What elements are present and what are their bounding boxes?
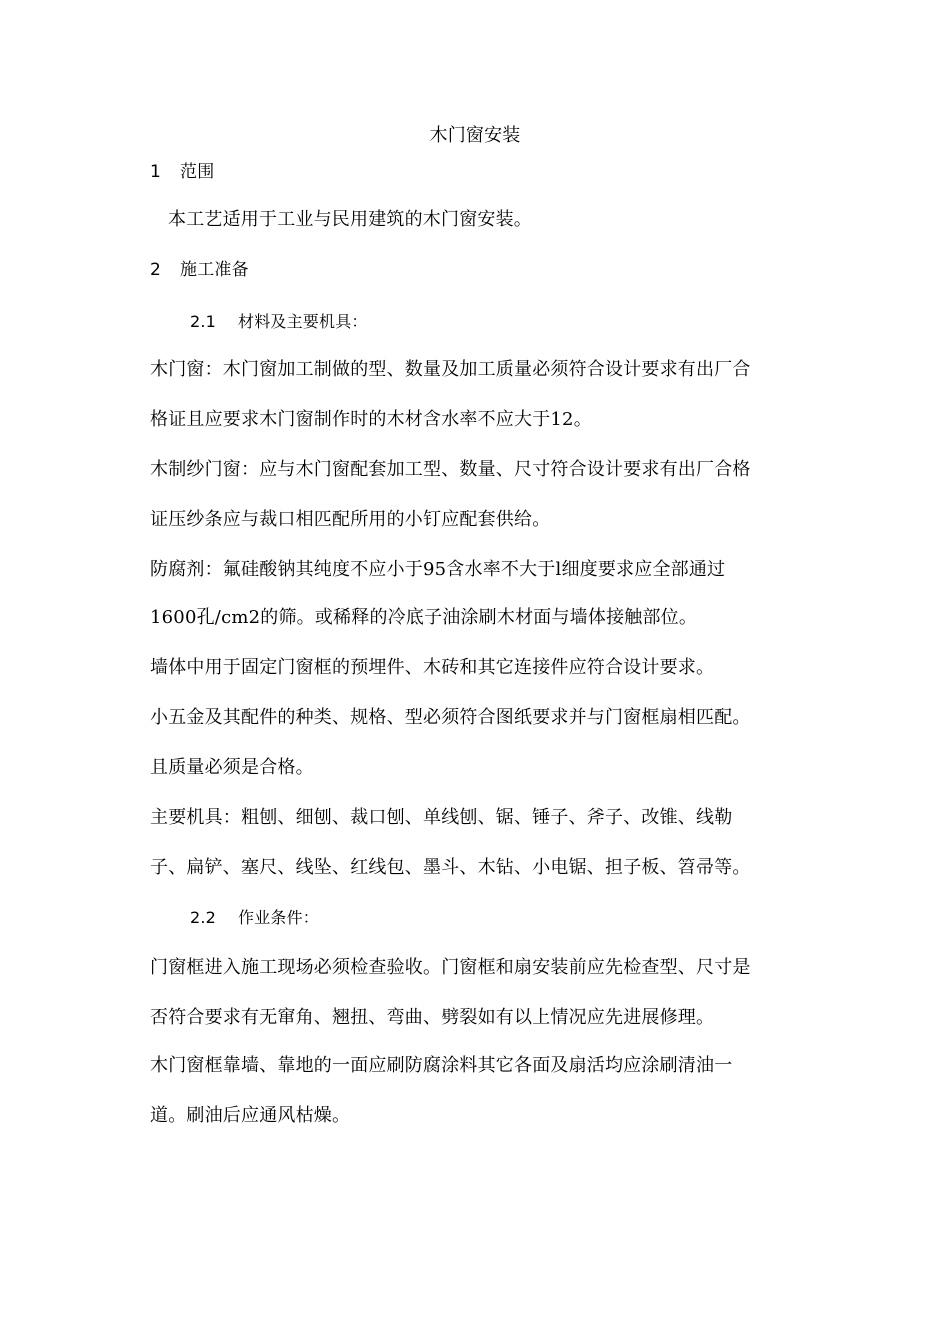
body-line: 木门窗框靠墙、靠地的一面应刷防腐涂料其它各面及扇活均应涂刷清油一 xyxy=(150,1055,733,1076)
body-line: 墙体中用于固定门窗框的预埋件、木砖和其它连接件应符合设计要求。 xyxy=(150,657,715,678)
body-line: 门窗框进入施工现场必须检查验收。门窗框和扇安装前应先检查型、尺寸是 xyxy=(150,957,751,978)
body-line: 木制纱门窗：应与木门窗配套加工型、数量、尺寸符合设计要求有出厂合格 xyxy=(150,459,751,480)
body-line: 1600孔/cm2的筛。或稀释的冷底子油涂刷木材面与墙体接触部位。 xyxy=(150,607,698,628)
subsection-2-1-heading xyxy=(190,310,368,334)
body-line: 证压纱条应与裁口相匹配所用的小钉应配套供给。 xyxy=(150,509,551,530)
document-title: 木门窗安装 xyxy=(429,125,521,146)
section-1-number: 1 xyxy=(150,162,162,182)
subsection-2-2-number: 2.2 xyxy=(190,908,217,927)
body-line: 子、扁铲、塞尺、线坠、红线包、墨斗、木钻、小电锯、担子板、笤帚等。 xyxy=(150,857,751,878)
section-1-heading xyxy=(150,160,214,184)
body-line: 木门窗：木门窗加工制做的型、数量及加工质量必须符合设计要求有出厂合 xyxy=(150,359,751,380)
subsection-2-1-title: 材料及主要机具： xyxy=(238,312,368,331)
section-2-title: 施工准备 xyxy=(180,260,249,280)
section-1-title: 范围 xyxy=(180,162,215,182)
body-line: 格证且应要求木门窗制作时的木材含水率不应大于12。 xyxy=(150,409,592,430)
body-line: 防腐剂：氟硅酸钠其纯度不应小于95含水率不大于l细度要求应全部通过 xyxy=(150,559,726,580)
body-line: 且质量必须是合格。 xyxy=(150,757,314,778)
section-1-body: 本工艺适用于工业与民用建筑的木门窗安装。 xyxy=(168,209,532,230)
body-line: 主要机具：粗刨、细刨、裁口刨、单线刨、锯、锤子、斧子、改锥、线勒 xyxy=(150,807,733,828)
body-line: 小五金及其配件的种类、规格、型必须符合图纸要求并与门窗框扇相匹配。 xyxy=(150,707,751,728)
body-line: 道。刷油后应通风枯燥。 xyxy=(150,1105,351,1126)
subsection-2-2-heading xyxy=(190,906,319,930)
body-line: 否符合要求有无窜角、翘扭、弯曲、劈裂如有以上情况应先进展修理。 xyxy=(150,1007,715,1028)
section-2-number: 2 xyxy=(150,260,162,280)
subsection-2-2-title: 作业条件： xyxy=(238,908,320,927)
section-2-heading xyxy=(150,258,249,282)
subsection-2-1-number: 2.1 xyxy=(190,312,217,331)
